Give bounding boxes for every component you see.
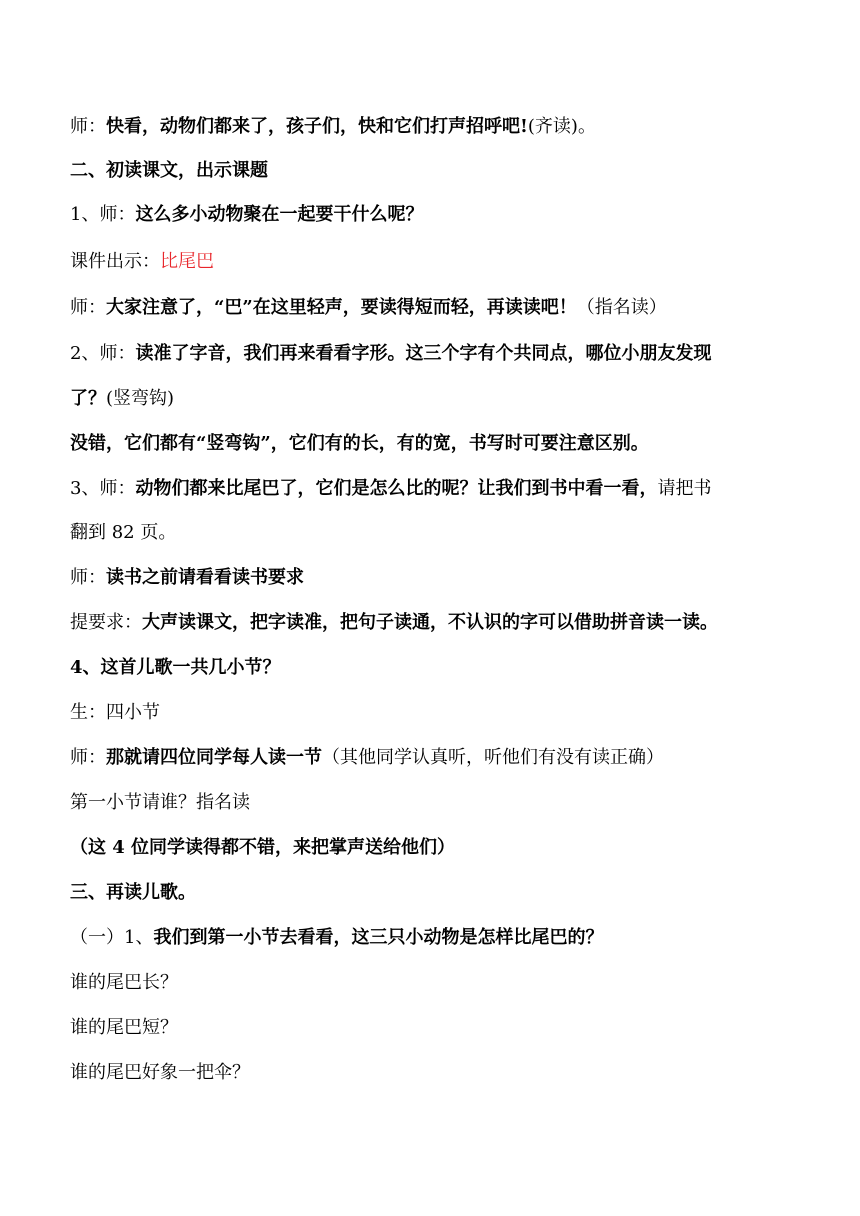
lesson-title: 比尾巴 <box>160 251 214 272</box>
paragraph-line-7: 了？(竖弯钩) <box>70 388 175 409</box>
paragraph-line-19: （一）1、我们到第一小节去看看，这三只小动物是怎样比尾巴的？ <box>70 927 604 948</box>
paragraph-line-22: 谁的尾巴好象一把伞？ <box>70 1062 250 1083</box>
paragraph-line-17: （这 4 位同学读得都不错，来把掌声送给他们） <box>70 837 456 858</box>
paragraph-line-9: 3、师：动物们都来比尾巴了，它们是怎么比的呢？让我们到书中看一看，请把书 <box>70 478 712 499</box>
paragraph-line-21: 谁的尾巴短？ <box>70 1017 178 1038</box>
section-heading-3: 三、再读儿歌。 <box>70 882 196 903</box>
paragraph-line-4: 课件出示：比尾巴 <box>70 251 214 272</box>
paragraph-line-5: 师：大家注意了，“巴”在这里轻声，要读得短而轻，再读读吧！（指名读） <box>70 297 667 318</box>
paragraph-line-8: 没错，它们都有“竖弯钩”，它们有的长，有的宽，书写时可要注意区别。 <box>70 433 649 454</box>
paragraph-line-20: 谁的尾巴长？ <box>70 972 178 993</box>
paragraph-line-1: 师：快看，动物们都来了，孩子们，快和它们打声招呼吧!(齐读)。 <box>70 116 596 137</box>
paragraph-line-12: 提要求：大声读课文，把字读准，把句子读通，不认识的字可以借助拼音读一读。 <box>70 612 718 633</box>
paragraph-line-15: 师：那就请四位同学每人读一节（其他同学认真听，听他们有没有读正确） <box>70 747 664 768</box>
paragraph-line-3: 1、师：这么多小动物聚在一起要干什么呢？ <box>70 204 424 225</box>
paragraph-line-14: 生：四小节 <box>70 702 160 723</box>
paragraph-line-11: 师：读书之前请看看读书要求 <box>70 567 304 588</box>
paragraph-line-6: 2、师：读准了字音，我们再来看看字形。这三个字有个共同点，哪位小朋友发现 <box>70 343 712 364</box>
section-heading-2: 二、初读课文，出示课题 <box>70 160 268 181</box>
paragraph-line-16: 第一小节请谁？指名读 <box>70 792 250 813</box>
paragraph-line-13: 4、这首儿歌一共几小节？ <box>70 657 281 678</box>
paragraph-line-10: 翻到 82 页。 <box>70 522 177 543</box>
